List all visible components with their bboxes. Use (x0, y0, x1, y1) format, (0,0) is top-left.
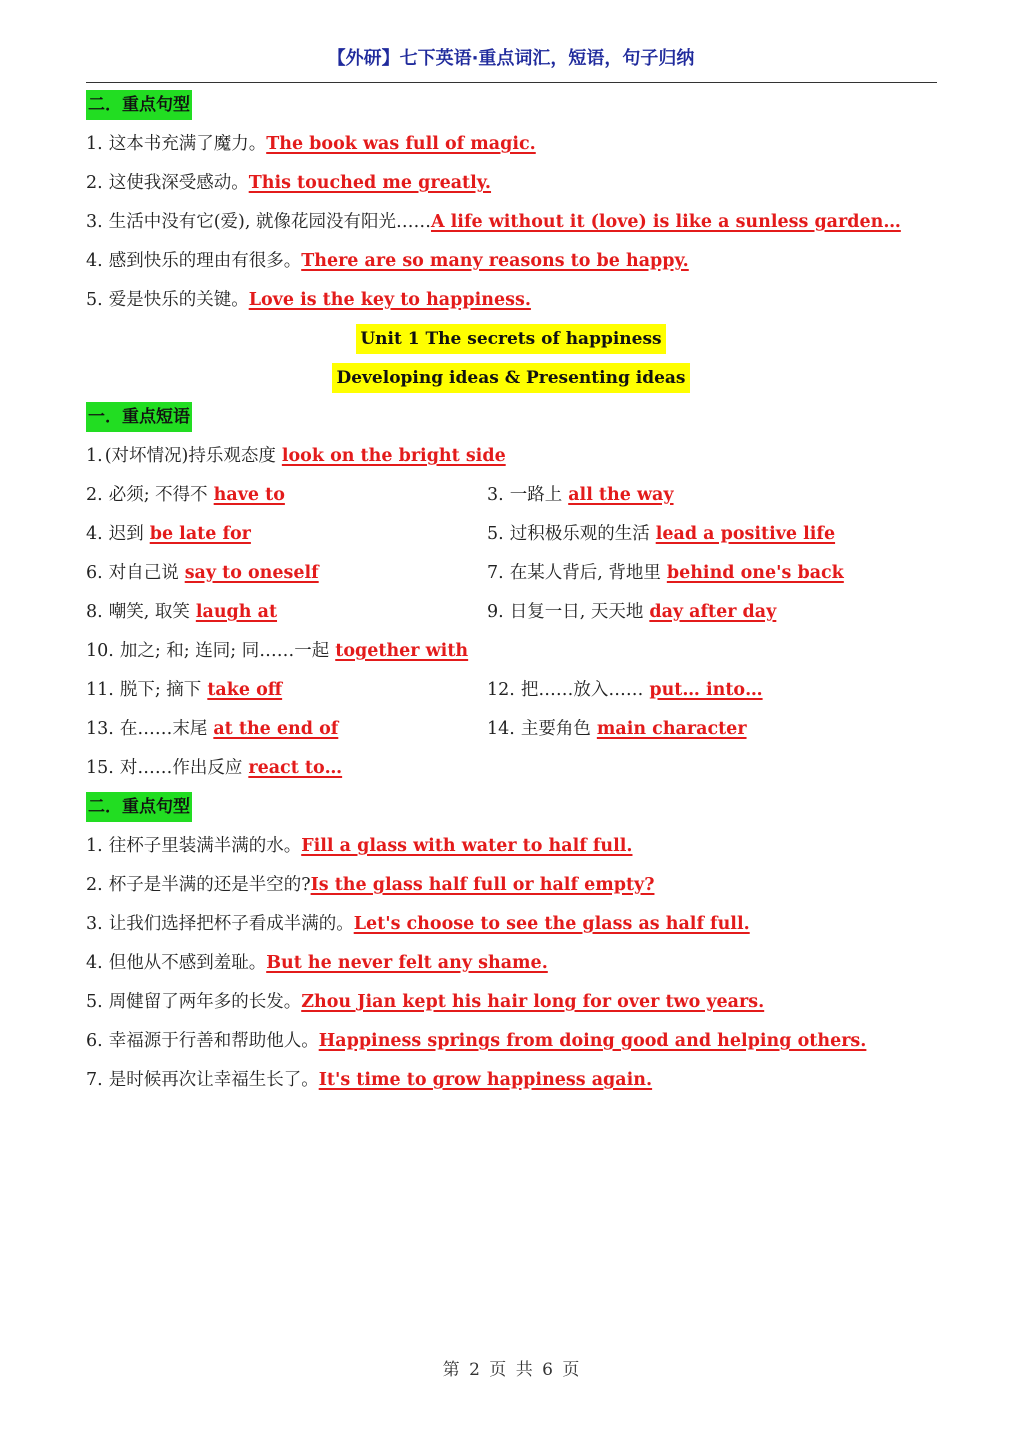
sentence-cn: 这本书充满了魔力。 (108, 134, 267, 154)
sentence-item: 2. 这使我深受感动。This touched me greatly. (86, 173, 492, 193)
section-heading-sentences-1: 二．重点句型 (86, 90, 192, 120)
page-number-footer: 第 2 页 共 6 页 (442, 1360, 580, 1380)
unit-subtitle: Developing ideas & Presenting ideas (0, 363, 1022, 393)
sentence-en: Love is the key to happiness. (248, 290, 531, 310)
sentence-item: 5. 周健留了两年多的长发。Zhou Jian kept his hair long for over two years. (86, 992, 765, 1012)
phrase-item: 4. 迟到 be late for (86, 524, 251, 544)
phrase-item: 2. 必须; 不得不 have to (86, 485, 285, 505)
phrase-item: 7. 在某人背后, 背地里 behind one's back (487, 563, 844, 583)
sentence-cn: 这使我深受感动。 (108, 173, 249, 193)
section-heading-sentences-2: 二．重点句型 (86, 792, 192, 822)
phrase-item: 10. 加之; 和; 连同; 同……一起 together with (86, 641, 469, 661)
sentence-en: This touched me greatly. (248, 173, 492, 193)
phrase-item: 11. 脱下; 摘下 take off (86, 680, 283, 700)
page-header-title: 【外研】七下英语·重点词汇，短语，句子归纳 (327, 48, 695, 69)
section-heading-phrases: 一．重点短语 (86, 402, 192, 432)
phrase-item: 6. 对自己说 say to oneself (86, 563, 319, 583)
sentence-en: The book was full of magic. (266, 134, 536, 154)
phrase-item: 15. 对……作出反应 react to… (86, 758, 343, 778)
sentence-item: 1. 这本书充满了魔力。The book was full of magic. (86, 134, 536, 154)
sentence-en: There are so many reasons to be happy. (301, 251, 689, 271)
sentence-item: 5. 爱是快乐的关键。Love is the key to happiness. (86, 290, 531, 310)
sentence-item: 2. 杯子是半满的还是半空的?Is the glass half full or half empty? (86, 875, 655, 895)
sentence-item: 4. 但他从不感到羞耻。But he never felt any shame. (86, 953, 548, 973)
sentence-item: 3. 生活中没有它(爱), 就像花园没有阳光……A life without it (love) is like a sunless garden… (86, 212, 901, 232)
unit-title: Unit 1 The secrets of happiness (0, 324, 1022, 354)
phrase-item: 3. 一路上 all the way (487, 485, 674, 505)
phrase-item: 13. 在……末尾 at the end of (86, 719, 339, 739)
sentence-en: A life without it (love) is like a sunless garden… (430, 212, 901, 232)
sentence-cn: 感到快乐的理由有很多。 (108, 251, 302, 271)
sentence-cn: 生活中没有它(爱), 就像花园没有阳光…… (108, 212, 431, 232)
sentence-item: 6. 幸福源于行善和帮助他人。Happiness springs from doing good and helping others. (86, 1031, 867, 1051)
sentence-item: 7. 是时候再次让幸福生长了。It's time to grow happiness again. (86, 1070, 653, 1090)
phrase-item: 9. 日复一日, 天天地 day after day (487, 602, 777, 622)
sentence-cn: 爱是快乐的关键。 (108, 290, 249, 310)
phrase-item: 12. 把……放入…… put… into… (487, 680, 763, 700)
sentence-item: 3. 让我们选择把杯子看成半满的。Let's choose to see the glass as half full. (86, 914, 750, 934)
phrase-item: 1. (对坏情况)持乐观态度 look on the bright side (86, 446, 506, 466)
phrase-item: 14. 主要角色 main character (487, 719, 747, 739)
phrase-item: 8. 嘲笑, 取笑 laugh at (86, 602, 278, 622)
sentence-item: 4. 感到快乐的理由有很多。There are so many reasons to be happy. (86, 251, 689, 271)
sentence-item: 1. 往杯子里装满半满的水。Fill a glass with water to half full. (86, 836, 633, 856)
phrase-item: 5. 过积极乐观的生活 lead a positive life (487, 524, 836, 544)
header-divider (86, 82, 937, 83)
